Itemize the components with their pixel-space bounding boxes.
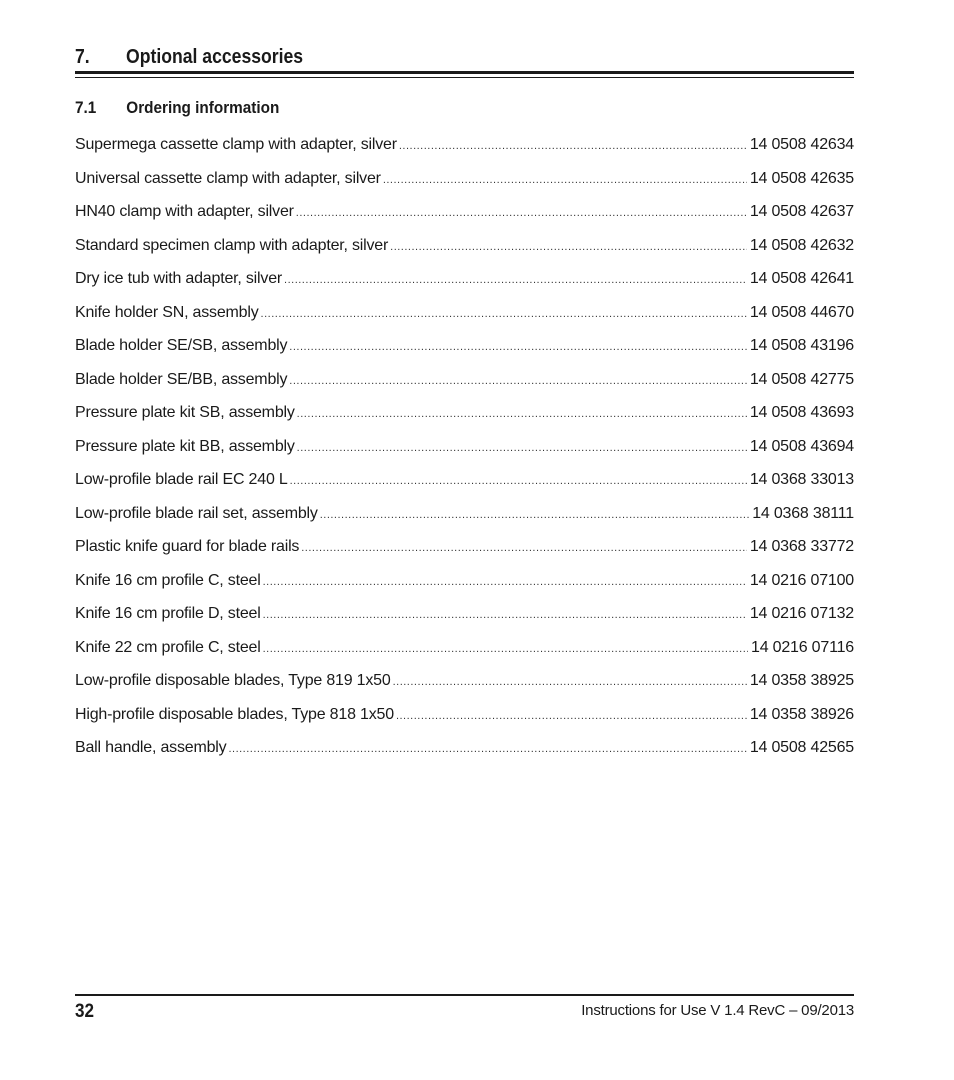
dot-leader [383, 169, 747, 191]
dot-leader [263, 638, 748, 660]
item-name: Knife 16 cm profile C, steel [75, 571, 261, 589]
order-item [75, 335, 854, 369]
order-item [75, 637, 854, 671]
dot-leader [297, 403, 747, 425]
dot-leader [393, 671, 747, 693]
item-name: Supermega cassette clamp with adapter, silver [75, 136, 397, 153]
order-item [75, 402, 854, 436]
item-name: Low-profile blade rail EC 240 L [75, 471, 288, 488]
part-number: 14 0368 33013 [749, 471, 854, 488]
part-number: 14 0508 42634 [749, 136, 854, 153]
dot-leader [320, 504, 749, 526]
item-name: Pressure plate kit SB, assembly [75, 404, 295, 421]
part-number: 14 0368 38111 [752, 504, 854, 522]
order-item [75, 302, 854, 336]
item-name: Plastic knife guard for blade rails [75, 538, 300, 555]
document-info: Instructions for Use V 1.4 RevC – 09/2013 [581, 1002, 854, 1019]
item-name: Dry ice tub with adapter, silver [75, 270, 283, 287]
dot-leader [290, 470, 747, 492]
section-number: 7. [75, 46, 90, 68]
header-rule-thin [75, 77, 854, 78]
dot-leader [263, 571, 747, 593]
subsection-heading [75, 97, 279, 119]
order-item [75, 737, 854, 771]
part-number: 14 0508 44670 [749, 303, 854, 321]
part-number: 14 0508 43693 [749, 404, 854, 421]
part-number: 14 0216 07116 [751, 638, 854, 656]
footer-rule [75, 994, 854, 996]
order-item [75, 704, 854, 738]
part-number: 14 0508 42565 [749, 739, 854, 756]
part-number: 14 0216 07132 [749, 605, 854, 622]
subsection-number: 7.1 [75, 98, 97, 117]
part-number: 14 0508 42637 [749, 203, 854, 220]
order-item [75, 570, 854, 604]
order-item [75, 536, 854, 570]
item-name: High-profile disposable blades, Type 818 1x50 [75, 705, 394, 723]
part-number: 14 0508 42641 [749, 270, 854, 287]
order-item [75, 603, 854, 637]
order-item [75, 268, 854, 302]
part-number: 14 0508 42775 [749, 370, 854, 388]
part-number: 14 0368 33772 [749, 538, 854, 555]
part-number: 14 0508 42632 [749, 236, 854, 254]
dot-leader [296, 202, 747, 224]
dot-leader [228, 738, 746, 760]
order-item [75, 436, 854, 470]
part-number: 14 0216 07100 [749, 571, 854, 589]
dot-leader [396, 705, 747, 727]
order-item [75, 369, 854, 403]
order-item [75, 670, 854, 704]
item-name: Blade holder SE/BB, assembly [75, 370, 288, 388]
item-name: Low-profile blade rail set, assembly [75, 504, 318, 522]
page-number: 32 [75, 1001, 95, 1022]
item-name: Knife holder SN, assembly [75, 303, 259, 321]
dot-leader [289, 336, 747, 358]
dot-leader [301, 537, 747, 559]
item-name: Universal cassette clamp with adapter, silver [75, 169, 381, 187]
section-heading [75, 44, 761, 70]
dot-leader [284, 269, 747, 291]
order-item [75, 469, 854, 503]
dot-leader [261, 303, 747, 325]
item-name: Pressure plate kit BB, assembly [75, 437, 295, 455]
subsection-title: Ordering information [126, 98, 280, 117]
part-number: 14 0508 42635 [749, 169, 854, 187]
order-item [75, 503, 854, 537]
section-title: Optional accessories [126, 46, 304, 68]
dot-leader [399, 135, 747, 157]
item-name: Knife 16 cm profile D, steel [75, 605, 261, 622]
order-item [75, 235, 854, 269]
dot-leader [297, 437, 747, 459]
item-name: Low-profile disposable blades, Type 819 1x50 [75, 672, 391, 689]
part-number: 14 0508 43694 [749, 437, 854, 455]
order-item [75, 201, 854, 235]
part-number: 14 0358 38926 [749, 705, 854, 723]
item-name: Blade holder SE/SB, assembly [75, 337, 288, 354]
dot-leader [263, 604, 747, 626]
part-number: 14 0358 38925 [749, 672, 854, 689]
item-name: Standard specimen clamp with adapter, silver [75, 236, 389, 254]
item-name: Knife 22 cm profile C, steel [75, 638, 261, 656]
ordering-list [75, 134, 854, 771]
part-number: 14 0508 43196 [749, 337, 854, 354]
dot-leader [289, 370, 747, 392]
header-rule-thick [75, 71, 854, 74]
item-name: Ball handle, assembly [75, 739, 227, 756]
order-item [75, 134, 854, 168]
item-name: HN40 clamp with adapter, silver [75, 203, 294, 220]
order-item [75, 168, 854, 202]
dot-leader [390, 236, 747, 258]
